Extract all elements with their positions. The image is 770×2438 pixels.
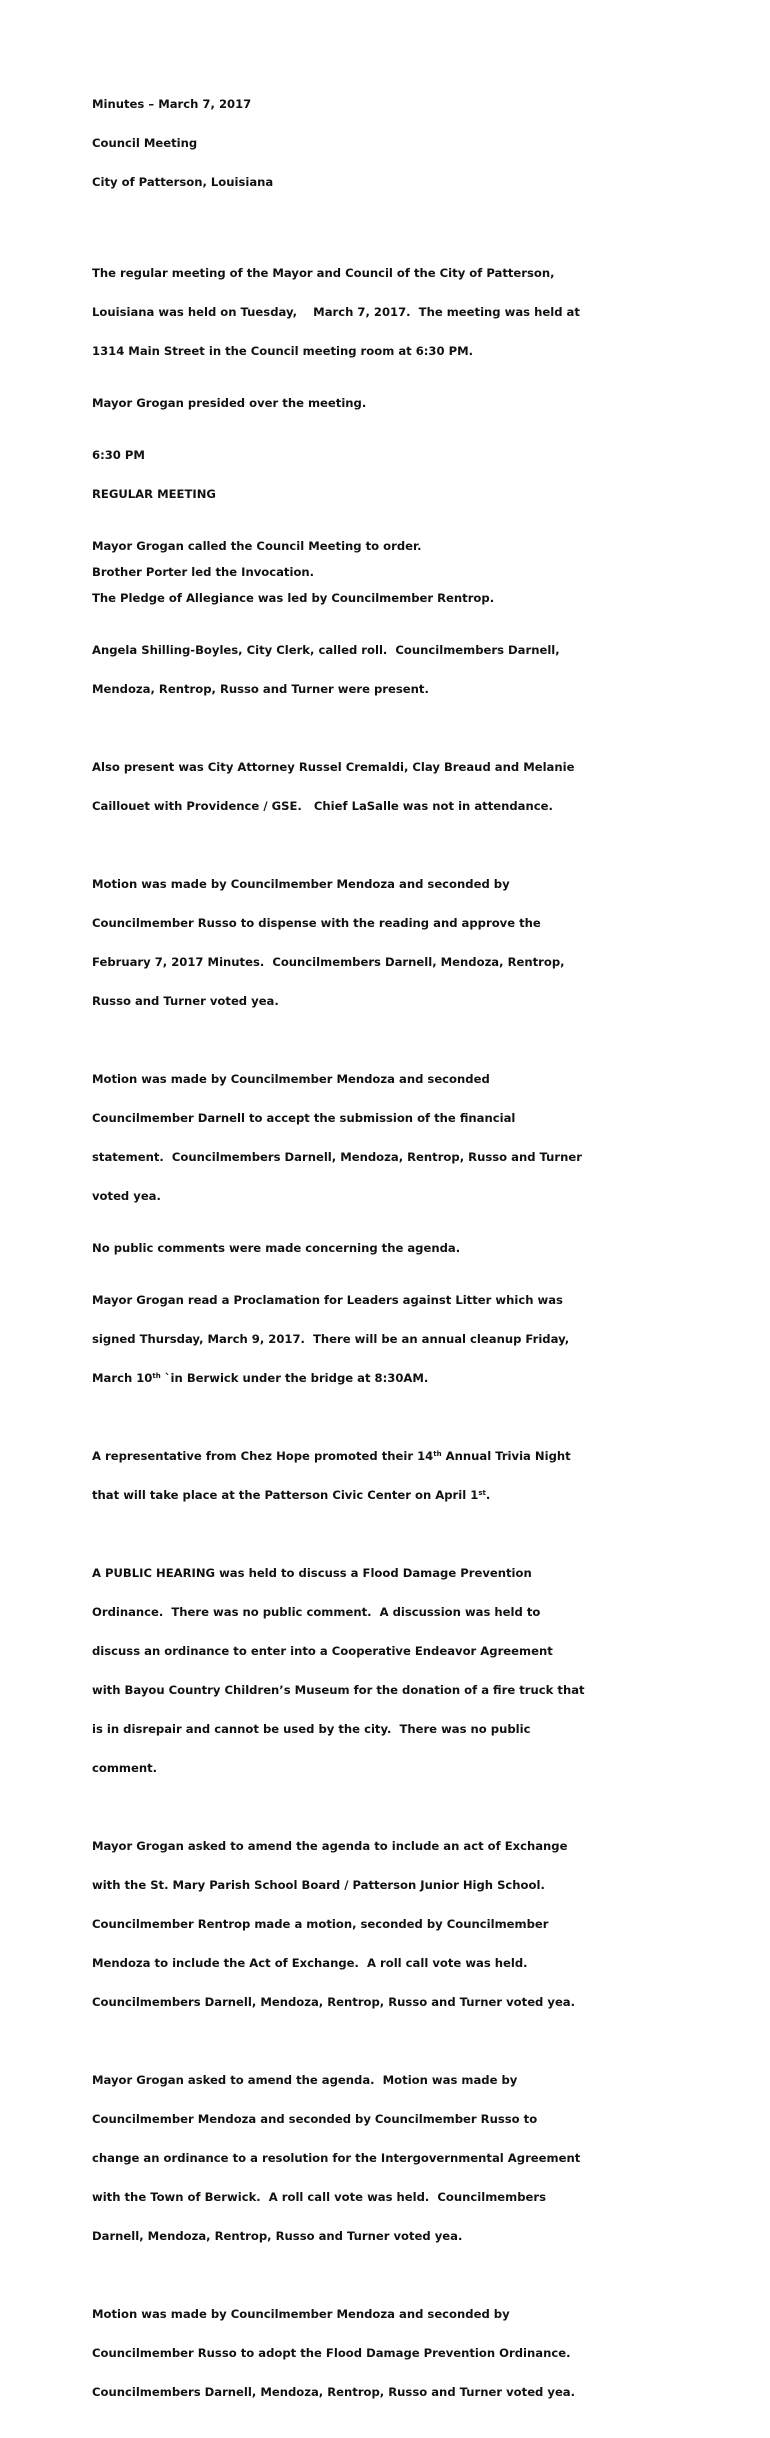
meeting-section-title: REGULAR MEETING bbox=[92, 487, 216, 501]
text-line: Mayor Grogan read a Proclamation for Leaders against Litter which was bbox=[92, 1293, 563, 1307]
meeting-time: 6:30 PM bbox=[92, 448, 145, 462]
text-line: with the St. Mary Parish School Board / Patterson Junior High School. bbox=[92, 1878, 545, 1892]
flood-motion-paragraph bbox=[92, 2282, 692, 2425]
text-line: discuss an ordinance to enter into a Cooperative Endeavor Agreement bbox=[92, 1644, 553, 1658]
called-to-order-paragraph: Mayor Grogan called the Council Meeting to order. bbox=[92, 539, 422, 553]
text-line: Councilmember Rentrop made a motion, seconded by Councilmember bbox=[92, 1917, 549, 1931]
text-line: Motion was made by Councilmember Mendoza and seconded by bbox=[92, 877, 510, 891]
text-line: Motion was made by Councilmember Mendoza and seconded bbox=[92, 1072, 490, 1086]
text-line: comment. bbox=[92, 1761, 158, 1775]
minutes-motion-paragraph bbox=[92, 852, 692, 1034]
amend-resolution-paragraph bbox=[92, 2048, 692, 2269]
text-fragment: A representative from Chez Hope promoted their 14 bbox=[92, 1449, 434, 1463]
text-line: voted yea. bbox=[92, 1189, 161, 1203]
ordinal-suffix: st bbox=[478, 1489, 486, 1497]
pledge-paragraph: The Pledge of Allegiance was led by Councilmember Rentrop. bbox=[92, 591, 495, 605]
text-line: 1314 Main Street in the Council meeting room at 6:30 PM. bbox=[92, 344, 474, 358]
text-line: Mayor Grogan asked to amend the agenda. Motion was made by bbox=[92, 2073, 518, 2087]
chez-hope-paragraph bbox=[92, 1424, 692, 1528]
text-fragment: March 10 bbox=[92, 1371, 153, 1385]
text-line: A PUBLIC HEARING was held to discuss a Flood Damage Prevention bbox=[92, 1566, 532, 1580]
text-line: signed Thursday, March 9, 2017. There will be an annual cleanup Friday, bbox=[92, 1332, 570, 1346]
roll-call-paragraph bbox=[92, 618, 692, 722]
text-line: is in disrepair and cannot be used by the city. There was no public bbox=[92, 1722, 531, 1736]
text-line: Angela Shilling-Boyles, City Clerk, called roll. Councilmembers Darnell, bbox=[92, 643, 560, 657]
intro-paragraph bbox=[92, 241, 692, 384]
text-line bbox=[92, 1450, 692, 1463]
text-fragment: that will take place at the Patterson Civic Center on April 1 bbox=[92, 1488, 479, 1502]
time-heading bbox=[92, 423, 692, 527]
text-line: with the Town of Berwick. A roll call vote was held. Councilmembers bbox=[92, 2190, 547, 2204]
text-line: statement. Councilmembers Darnell, Mendoza, Rentrop, Russo and Turner bbox=[92, 1150, 582, 1164]
header-meeting-type: Council Meeting bbox=[92, 136, 198, 150]
header-city: City of Patterson, Louisiana bbox=[92, 175, 274, 189]
text-line: change an ordinance to a resolution for the Intergovernmental Agreement bbox=[92, 2151, 581, 2165]
text-line: The regular meeting of the Mayor and Council of the City of Patterson, bbox=[92, 266, 555, 280]
header-title: Minutes – March 7, 2017 bbox=[92, 97, 252, 111]
amend-exchange-paragraph bbox=[92, 1814, 692, 2035]
no-comments-paragraph: No public comments were made concerning the agenda. bbox=[92, 1241, 461, 1255]
document-header bbox=[92, 72, 692, 215]
ordinal-suffix: th bbox=[152, 1372, 161, 1380]
text-line: Councilmembers Darnell, Mendoza, Rentrop, Russo and Turner voted yea. bbox=[92, 2385, 576, 2399]
ordinal-suffix: th bbox=[433, 1450, 442, 1458]
text-fragment: `in Berwick under the bridge at 8:30AM. bbox=[160, 1371, 429, 1385]
text-line: Russo and Turner voted yea. bbox=[92, 994, 279, 1008]
text-line: Darnell, Mendoza, Rentrop, Russo and Turner voted yea. bbox=[92, 2229, 463, 2243]
text-line: Councilmember Darnell to accept the submission of the financial bbox=[92, 1111, 516, 1125]
text-line: Mendoza to include the Act of Exchange. A roll call vote was held. bbox=[92, 1956, 528, 1970]
text-line: Councilmembers Darnell, Mendoza, Rentrop, Russo and Turner voted yea. bbox=[92, 1995, 576, 2009]
text-line: Mendoza, Rentrop, Russo and Turner were present. bbox=[92, 682, 429, 696]
text-line: Councilmember Mendoza and seconded by Councilmember Russo to bbox=[92, 2112, 538, 2126]
minutes-document bbox=[92, 72, 692, 2438]
text-line bbox=[92, 1372, 692, 1385]
invocation-paragraph: Brother Porter led the Invocation. bbox=[92, 565, 315, 579]
text-line bbox=[92, 1489, 692, 1502]
text-line: Also present was City Attorney Russel Cremaldi, Clay Breaud and Melanie bbox=[92, 760, 575, 774]
text-line: Mayor Grogan asked to amend the agenda to include an act of Exchange bbox=[92, 1839, 568, 1853]
financial-motion-paragraph bbox=[92, 1047, 692, 1229]
text-fragment: . bbox=[485, 1488, 491, 1502]
text-line: Councilmember Russo to adopt the Flood Damage Prevention Ordinance. bbox=[92, 2346, 571, 2360]
text-line: February 7, 2017 Minutes. Councilmembers Darnell, Mendoza, Rentrop, bbox=[92, 955, 565, 969]
text-line: Ordinance. There was no public comment. A discussion was held to bbox=[92, 1605, 541, 1619]
text-line: with Bayou Country Children’s Museum for the donation of a fire truck that bbox=[92, 1683, 585, 1697]
public-hearing-paragraph bbox=[92, 1541, 692, 1801]
proclamation-paragraph bbox=[92, 1268, 692, 1411]
also-present-paragraph bbox=[92, 735, 692, 839]
presided-paragraph: Mayor Grogan presided over the meeting. bbox=[92, 396, 367, 410]
text-line: Louisiana was held on Tuesday, March 7, 2017. The meeting was held at bbox=[92, 305, 580, 319]
text-line: Caillouet with Providence / GSE. Chief LaSalle was not in attendance. bbox=[92, 799, 553, 813]
text-line: Councilmember Russo to dispense with the reading and approve the bbox=[92, 916, 541, 930]
text-fragment: Annual Trivia Night bbox=[441, 1449, 571, 1463]
text-line: Motion was made by Councilmember Mendoza and seconded by bbox=[92, 2307, 510, 2321]
